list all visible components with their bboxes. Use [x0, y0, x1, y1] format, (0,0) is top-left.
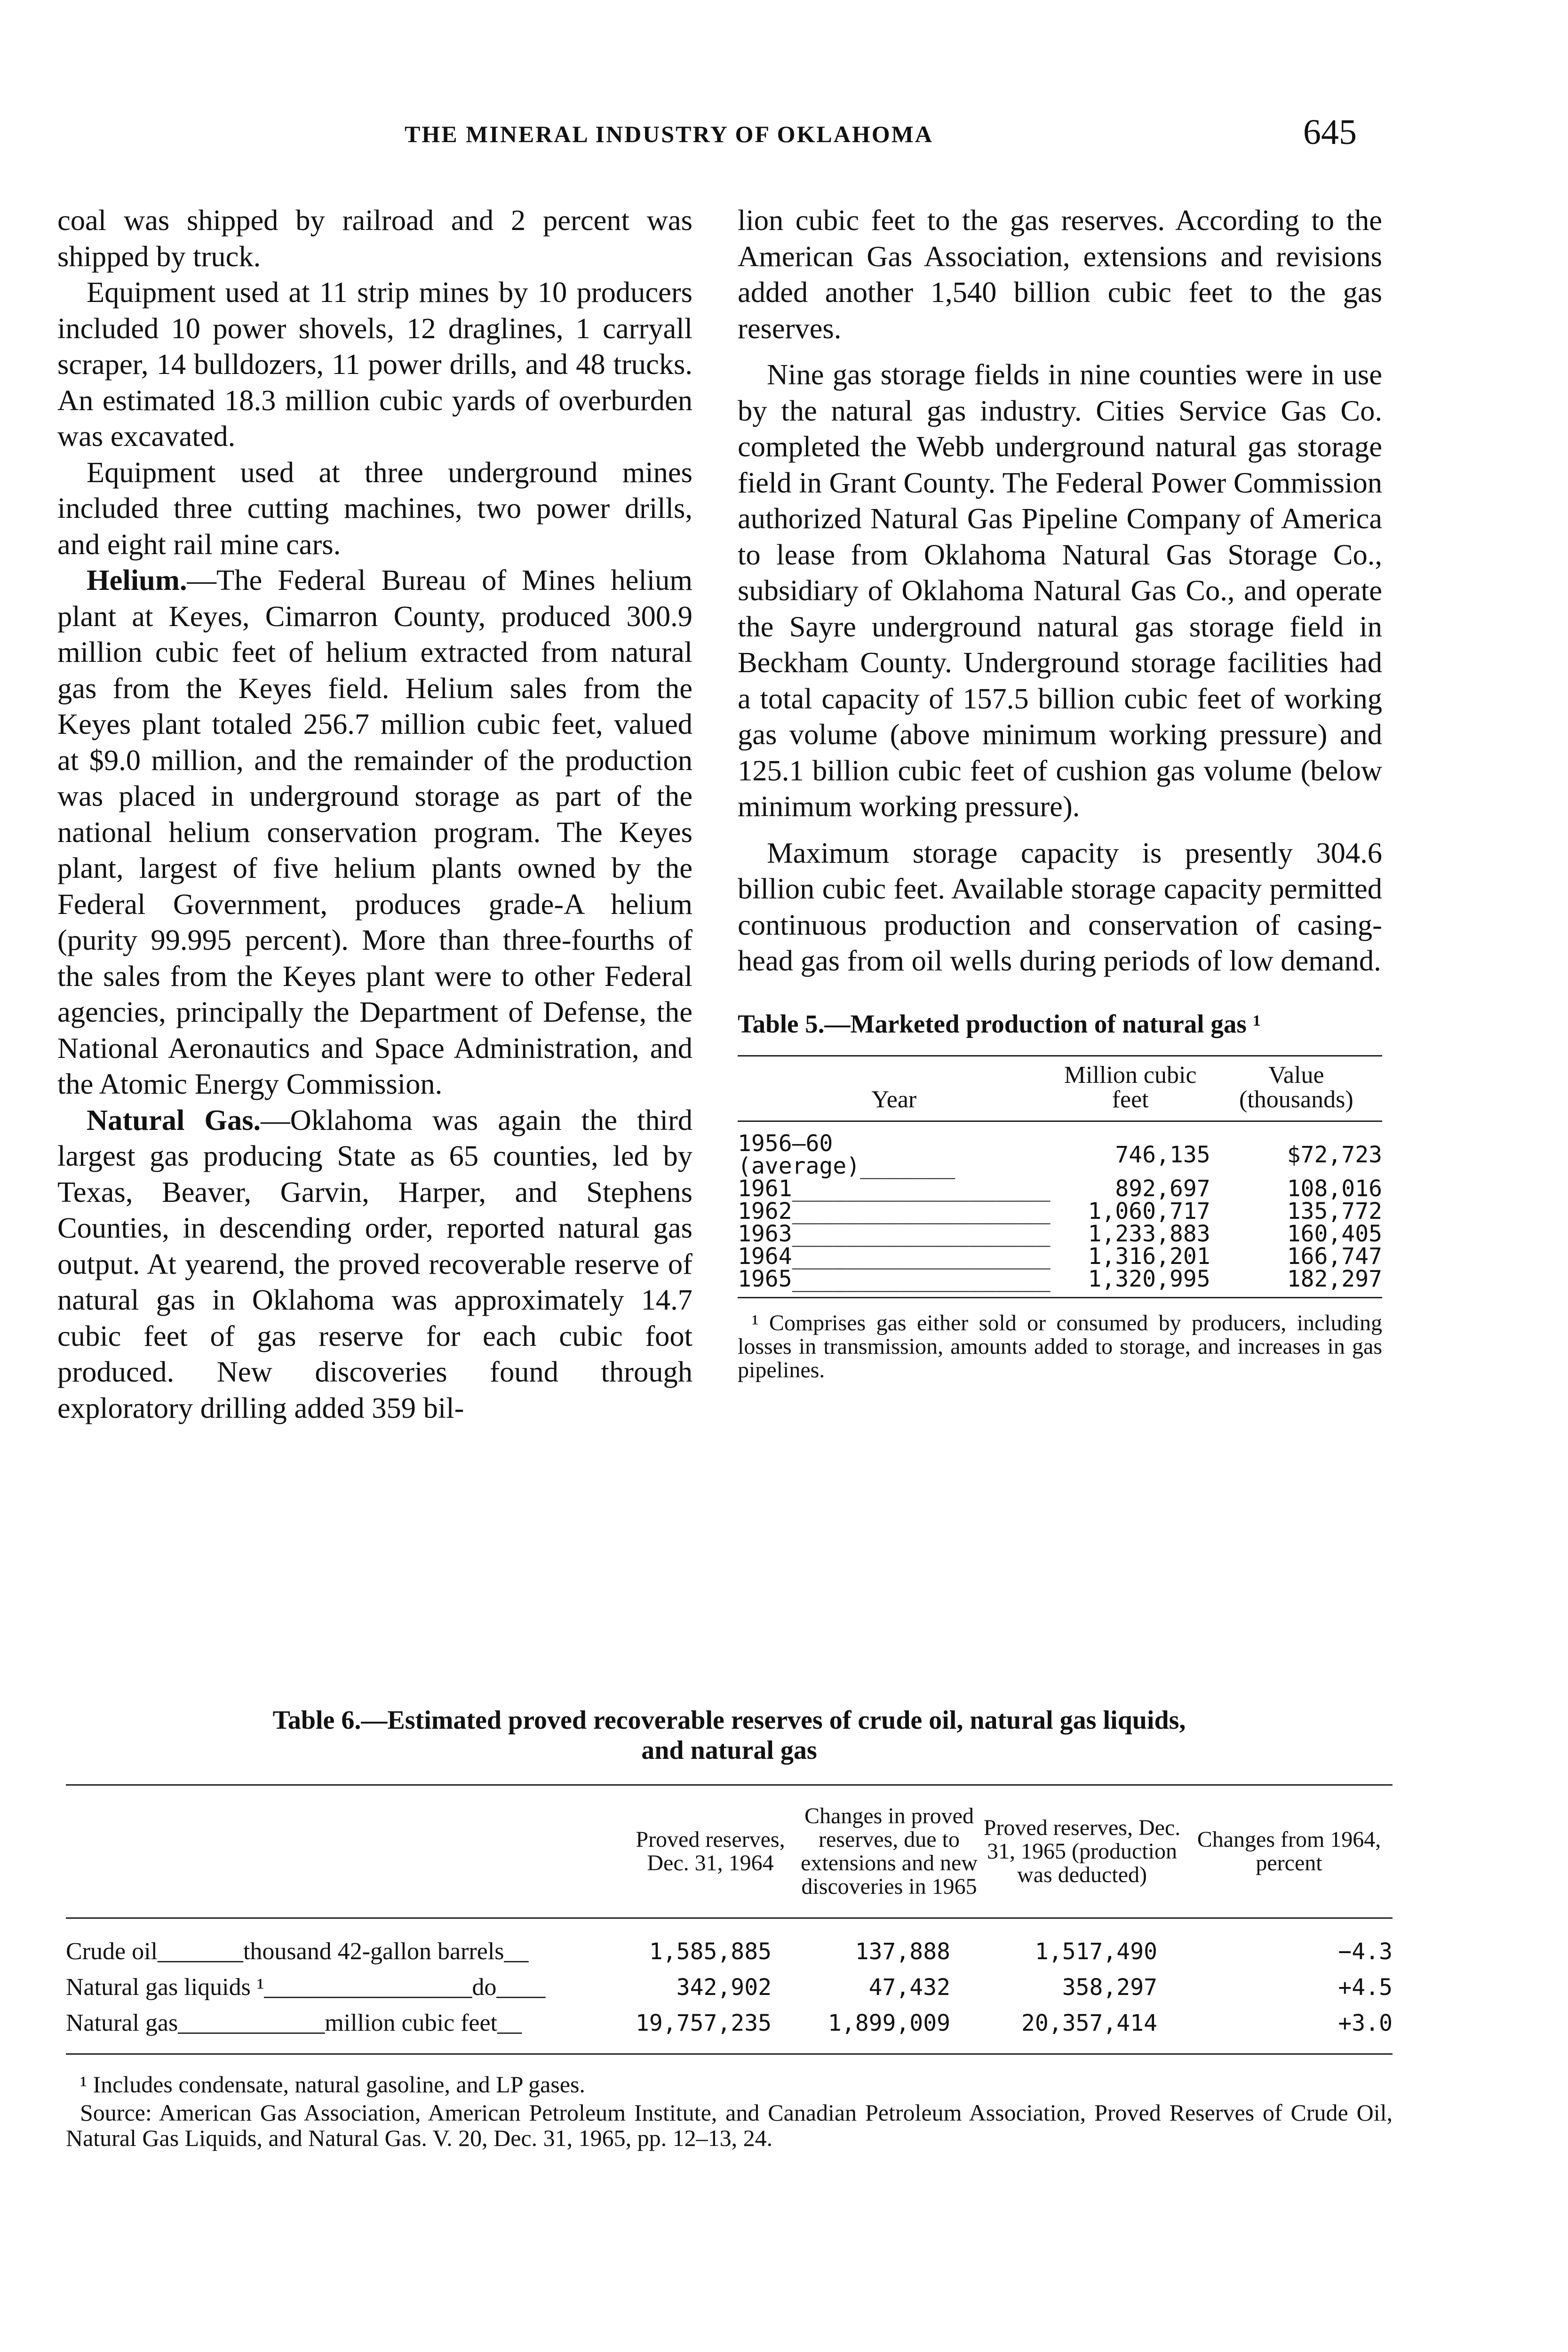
paragraph: Equipment used at 11 strip mines by 10 producers included 10 power shovels, 12 draglines, 1 carryall scraper, 14 bulldozers, 11 power drills, and 48 trucks. An estimated 18.3 million cubic yards of overburden was excavated. — [57, 276, 692, 453]
paragraph: Equipment used at three underground mines included three cutting machines, two power drills, and eight rail mine cars. — [57, 455, 692, 561]
table-cell: 166,747 — [1287, 1243, 1382, 1270]
table-cell: 47,432 — [868, 1974, 950, 2001]
left-column — [57, 202, 692, 1426]
table-cell: 137,888 — [855, 1939, 950, 1965]
table-cell: 19,757,235 — [621, 2005, 800, 2054]
table-row — [66, 2005, 1393, 2054]
table-row — [738, 1177, 1382, 1200]
natural-gas-section — [57, 1102, 692, 1426]
table6-section — [66, 1705, 1393, 2153]
helium-section — [57, 562, 692, 1102]
table-cell: 1962___________________ — [738, 1198, 1051, 1224]
paragraph: coal was shipped by railroad and 2 percent was shipped by truck. — [57, 204, 692, 273]
table-header: Changes in proved reserves, due to extensions and new discoveries in 1965 — [800, 1785, 979, 1918]
table-header — [66, 1785, 621, 1918]
section-text-helium: —The Federal Bureau of Mines helium plant at Keyes, Cimarron County, produced 300.9 million cubic feet of helium extracted from natural gas from the Keyes field. Helium sales from the Keyes plant totaled 256.7 million cubic feet, valued at $9.0 million, and the remainder of the production was placed in underground storage as part of the national helium conservation program. The Keyes plant, largest of five helium plants owned by the Federal Government, produces grade-A helium (purity 99.995 percent). More than three-fourths of the sales from the Keyes plant were to other Federal agencies, principally the Department of Defense, the National Aeronautics and Space Administration, and the Atomic Energy Commission. — [57, 564, 692, 1100]
table-row — [66, 1970, 1393, 2005]
section-heading-natural-gas: Natural Gas. — [87, 1103, 261, 1136]
table6 — [66, 1784, 1393, 2055]
table-row — [738, 1245, 1382, 1268]
table-cell: 1,316,201 — [1088, 1243, 1210, 1270]
page-number: 645 — [1303, 112, 1357, 152]
table-cell: Natural gas____________million cubic feet__ — [66, 2005, 621, 2054]
page-header — [0, 112, 1568, 150]
table-header: Changes from 1964, percent — [1186, 1785, 1393, 1918]
table6-source: Source: American Gas Association, American Petroleum Institute, and Canadian Petroleum Association, Proved Reserves of Crude Oil, Natural Gas Liquids, and Natural Gas. V. 20, Dec. 31, 1965, pp. 12–13, 24. — [66, 2099, 1393, 2151]
table-cell: 1,233,883 — [1088, 1221, 1210, 1247]
table-cell: 1964___________________ — [738, 1243, 1051, 1270]
table-row — [738, 1223, 1382, 1245]
table-cell: 746,135 — [1115, 1142, 1210, 1168]
table-cell: 135,772 — [1287, 1198, 1382, 1224]
table-cell: Natural gas liquids ¹_________________do____ — [66, 1974, 546, 2001]
table-cell: −4.3 — [1338, 1939, 1393, 1965]
table-cell: 160,405 — [1287, 1221, 1382, 1247]
table-row — [66, 1918, 1393, 1970]
table5-title: Table 5.—Marketed production of natural gas ¹ — [738, 1009, 1261, 1038]
table6-title-line: Table 6.—Estimated proved recoverable reserves of crude oil, natural gas liquids, — [272, 1706, 1186, 1735]
table-row — [738, 1200, 1382, 1223]
table-row — [738, 1268, 1382, 1298]
table-cell: 1956–60 (average)_______ — [738, 1130, 955, 1179]
table6-title-line: and natural gas — [641, 1736, 817, 1765]
table-cell: 1,899,009 — [800, 2005, 979, 2054]
table-cell: 182,297 — [1210, 1268, 1382, 1298]
table-cell: 1961___________________ — [738, 1176, 1051, 1202]
table-cell: 1,585,885 — [649, 1939, 772, 1965]
table-cell: 1963___________________ — [738, 1221, 1051, 1247]
table-header: Proved reserves, Dec. 31, 1964 — [621, 1785, 800, 1918]
paragraph: Maximum storage capacity is presently 304.6 billion cubic feet. Available storage capacity permitted continuous production and conservation of casing-head gas from oil wells during periods of low demand. — [738, 836, 1382, 977]
table-cell: 892,697 — [1115, 1176, 1210, 1202]
table-cell: 20,357,414 — [979, 2005, 1186, 2054]
table6-title — [66, 1705, 1393, 1765]
table-header: Million cubic feet — [1051, 1056, 1210, 1121]
table6-footnote: ¹ Includes condensate, natural gasoline, and LP gases. — [80, 2071, 585, 2098]
section-heading-helium: Helium. — [87, 564, 187, 596]
running-title: THE MINERAL INDUSTRY OF OKLAHOMA — [405, 121, 933, 147]
table-header: Proved reserves, Dec. 31, 1965 (production was deducted) — [979, 1785, 1186, 1918]
table6-notes — [66, 2072, 1393, 2151]
right-column — [738, 202, 1382, 1382]
paragraph: Nine gas storage fields in nine counties were in use by the natural gas industry. Cities Service Gas Co. completed the Webb underground natural gas storage field in Grant County. The Federal Power Commission authorized Natural Gas Pipeline Company of America to lease from Oklahoma Natural Gas Storage Co., subsidiary of Oklahoma Natural Gas Co., and operate the Sayre underground natural gas storage field in Beckham County. Underground storage facilities had a total capacity of 157.5 billion cubic feet of working gas volume (above minimum working pressure) and 125.1 billion cubic feet of cushion gas volume (below minimum working pressure). — [738, 358, 1382, 823]
table-header-row — [738, 1056, 1382, 1121]
table-cell: 1,060,717 — [1088, 1198, 1210, 1224]
table-row — [738, 1121, 1382, 1178]
table-cell: Crude oil_______thousand 42-gallon barrels__ — [66, 1938, 529, 1965]
table-cell: 342,902 — [676, 1974, 772, 2001]
table-cell: 108,016 — [1287, 1176, 1382, 1202]
table-header: Value (thousands) — [1210, 1056, 1382, 1121]
table-cell: 1965___________________ — [738, 1268, 1051, 1298]
table-header-row — [66, 1785, 1393, 1918]
table5 — [738, 1055, 1382, 1298]
table-cell: 1,517,490 — [1035, 1939, 1157, 1965]
table-cell: 358,297 — [1062, 1974, 1157, 2001]
paragraph: lion cubic feet to the gas reserves. According to the American Gas Association, extensions and revisions added another 1,540 billion cubic feet to the gas reserves. — [738, 204, 1382, 345]
section-text-natural-gas: —Oklahoma was again the third largest gas producing State as 65 counties, led by Texas, Beaver, Garvin, Harper, and Stephens Counties, in descending order, reported natural gas output. At yearend, the proved recoverable reserve of natural gas in Oklahoma was approximately 14.7 cubic feet of gas reserve for each cubic foot produced. New discoveries found through exploratory drilling added 359 bil- — [57, 1103, 692, 1424]
table-header: Year — [738, 1056, 1051, 1121]
table-cell: +4.5 — [1338, 1974, 1393, 2001]
table-cell: $72,723 — [1287, 1142, 1382, 1168]
table5-footnote: ¹ Comprises gas either sold or consumed by producers, including losses in transmission, amounts added to storage, and increases in gas pipelines. — [738, 1311, 1382, 1383]
table-cell: 1,320,995 — [1051, 1268, 1210, 1298]
table-cell: +3.0 — [1186, 2005, 1393, 2054]
